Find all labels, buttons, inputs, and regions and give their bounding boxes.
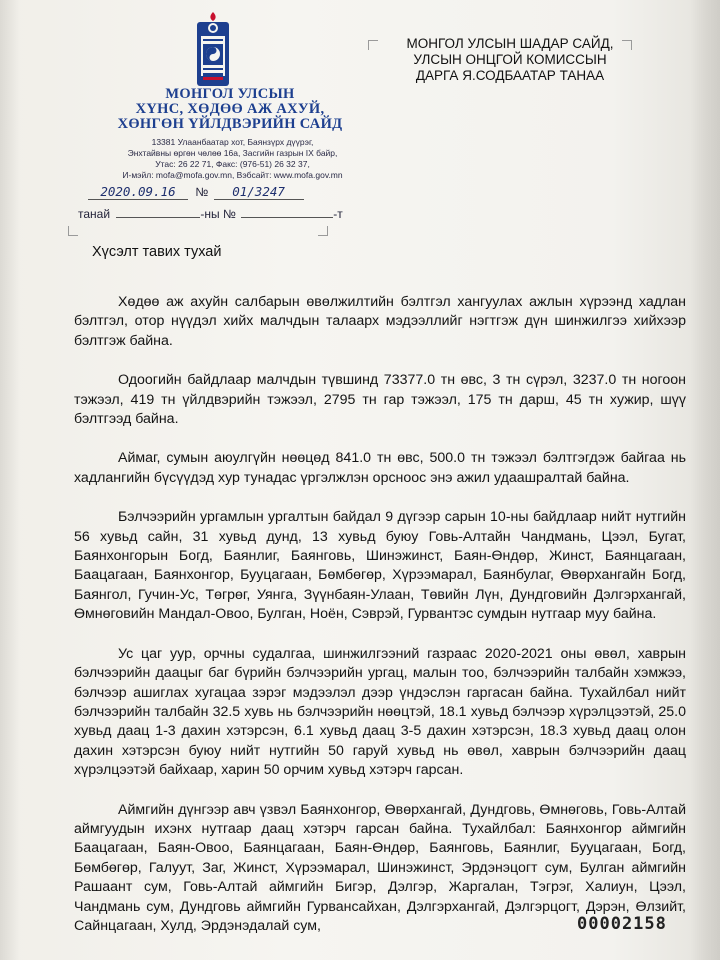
- address-line: 13381 Улаанбаатар хот, Баянзүрх дүүрэг,: [151, 137, 314, 147]
- ministry-name-line: ХӨНГӨН ҮЙЛДВЭРИЙН САЙД: [117, 116, 343, 132]
- body-paragraph: Одоогийн байдлаар малчдын түвшинд 73377.0 тн өвс, 3 тн сүрэл, 3237.0 тн ногоон тэжээл, 419 тн үйлдвэрийн тэжээл, 2795 тн гар тэжээл, 175 тн дарш, 45 тн хужир, шүү бэлтгээд байна.: [74, 372, 686, 428]
- page-edge: [690, 0, 720, 960]
- body-paragraph: Хөдөө аж ахуйн салбарын өвөлжилтийн бэлтгэл хангуулах ажлын хүрээнд хадлан бэлтгэл, отор нүүдэл хийх малчдын талаарх мэдээллийг нэгтгэж дүн шинжилгээ хийхээр бэлтгэж байна.: [74, 294, 686, 349]
- letter-subject: Хүсэлт тавих тухай: [92, 244, 222, 260]
- address-corner-mark: [318, 226, 328, 236]
- ref-suffix: -т: [333, 207, 343, 221]
- date-number-line: [88, 184, 304, 200]
- page-shadow: [0, 0, 20, 960]
- recipient-line: ДАРГА Я.СОДБААТАР ТАНАА: [415, 68, 605, 83]
- body-paragraph: Ус цаг уур, орчны судалгаа, шинжилгээний газраас 2020-2021 оны өвөл, хаврын бэлчээрийн даацыг баг бүрийн бэлчээрийн ургац, малын тоо, бэлчээрийн талбайн хэмжээ, бэлчээр ашиглах хугацаа зэрэг мэдээлэл дээр үндэслэн гаргасан байна. Тухайлбал нийт бэлчээрийн талбайн 32.5 хувь нь бэлчээрийн нөөцтэй, 18.1 хувьд бэлчээр хүрэлцээтэй, 25.0 хувьд даац 1-3 дахин хэтэрсэн, 6.1 хувьд даац 3-5 дахин хэтэрсэн, 18.3 хувьд даац олон дахин хэтэрсэн буюу нийт нутгийн 50 гаруй хувьд нь өвөл, хаврын бэлчээрийн даац хүрэлцээтэй байхаар, харин 50 орчим хувьд хэтэрч гарсан.: [74, 645, 686, 779]
- recipient-line: УЛСЫН ОНЦГОЙ КОМИССЫН: [413, 52, 607, 67]
- ministry-address: [100, 137, 365, 181]
- address-line: Утас: 26 22 71, Факс: (976-51) 26 32 37,: [155, 159, 310, 169]
- ministry-name-line: ХҮНС, ХӨДӨӨ АЖ АХУЙ,: [135, 101, 325, 117]
- recipient-line: МОНГОЛ УЛСЫН ШАДАР САЙД,: [406, 36, 614, 51]
- address-line: И-мэйл: mofa@mofa.gov.mn, Вэбсайт: www.mofa.gov.mn: [122, 170, 343, 180]
- ref-middle: -ны №: [200, 207, 236, 221]
- recipient-block: [380, 36, 640, 84]
- serial-number: 00002158: [577, 914, 667, 934]
- body-paragraph: Аймаг, сумын аюулгүйн нөөцөд 841.0 тн өвс, 500.0 тн тэжээл бэлтгэгдэж байгаа нь хадлангийн бүсүүдэд хур тунадас үргэлжлэн орсноос энэ ажил удаашралтай байна.: [74, 450, 686, 486]
- letter-number: 01/3247: [232, 184, 285, 199]
- address-corner-mark: [368, 40, 378, 50]
- ministry-name-line: МОНГОЛ УЛСЫН: [165, 86, 295, 102]
- ministry-name: [110, 87, 350, 132]
- body-paragraph: Бэлчээрийн ургамлын ургалтын байдал 9 дүгээр сарын 10-ны байдлаар нийт нутгийн 56 хувьд сайн, 31 хувьд дунд, 13 хувьд буюу Говь-Алтайн Чандмань, Цээл, Бугат, Баянхонгорын Богд, Баянлиг, Баянговь, Шинэжинст, Баян-Өндөр, Жинст, Баянцагаан, Баацагаан, Баянхонгор, Бууцагаан, Бөмбөгөр, Хүрээмарал, Баянбулаг, Өвөрхангайн Богд, Баянгол, Гучин-Ус, Төгрөг, Уянга, Зүүнбаян-Улаан, Төвийн Лүн, Дундговийн Дэлгэрхангай, Өмнөговийн Мандал-Овоо, Булган, Ноён, Сэврэй, Гурвантэс сумдын нутгаар муу байна.: [74, 509, 686, 623]
- address-line: Энхтайвны өргөн чөлөө 16а, Засгийн газрын IX байр,: [127, 148, 338, 158]
- number-label: №: [195, 185, 209, 199]
- body-paragraph: Аймгийн дүнгээр авч үзвэл Баянхонгор, Өвөрхангай, Дундговь, Өмнөговь, Говь-Алтай аймгуудын ихэнх нутгаар даац хэтэрч гарсан байна. Тухайлбал: Баянхонгор аймгийн Баацагаан, Баян-Овоо, Баянцагаан, Баян-Өндөр, Баянговь, Баянлиг, Бууцагаан, Богд, Бөмбөгөр, Галуут, Заг, Жинст, Хүрээмарал, Шинэжинст, Эрдэнэцогт сум, Булган аймгийн Рашаант сум, Говь-Алтай аймгийн Бигэр, Дэлгэр, Жаргалан, Тэгрэг, Халиун, Цээл, Чандмань сум, Дундговь аймгийн Гурвансайхан, Дэлгэрхангай, Дэлгэрцогт, Дэрэн, Өлзийт, Сайнцагаан, Хулд, Эрдэнэдалай сум,: [74, 801, 686, 934]
- address-corner-mark: [68, 226, 78, 236]
- reference-line: [78, 206, 343, 221]
- ref-prefix: танай: [78, 207, 111, 221]
- letter-date: 2020.09.16: [100, 184, 176, 199]
- soyombo-emblem-icon: [193, 12, 233, 90]
- letter-body: [74, 293, 686, 936]
